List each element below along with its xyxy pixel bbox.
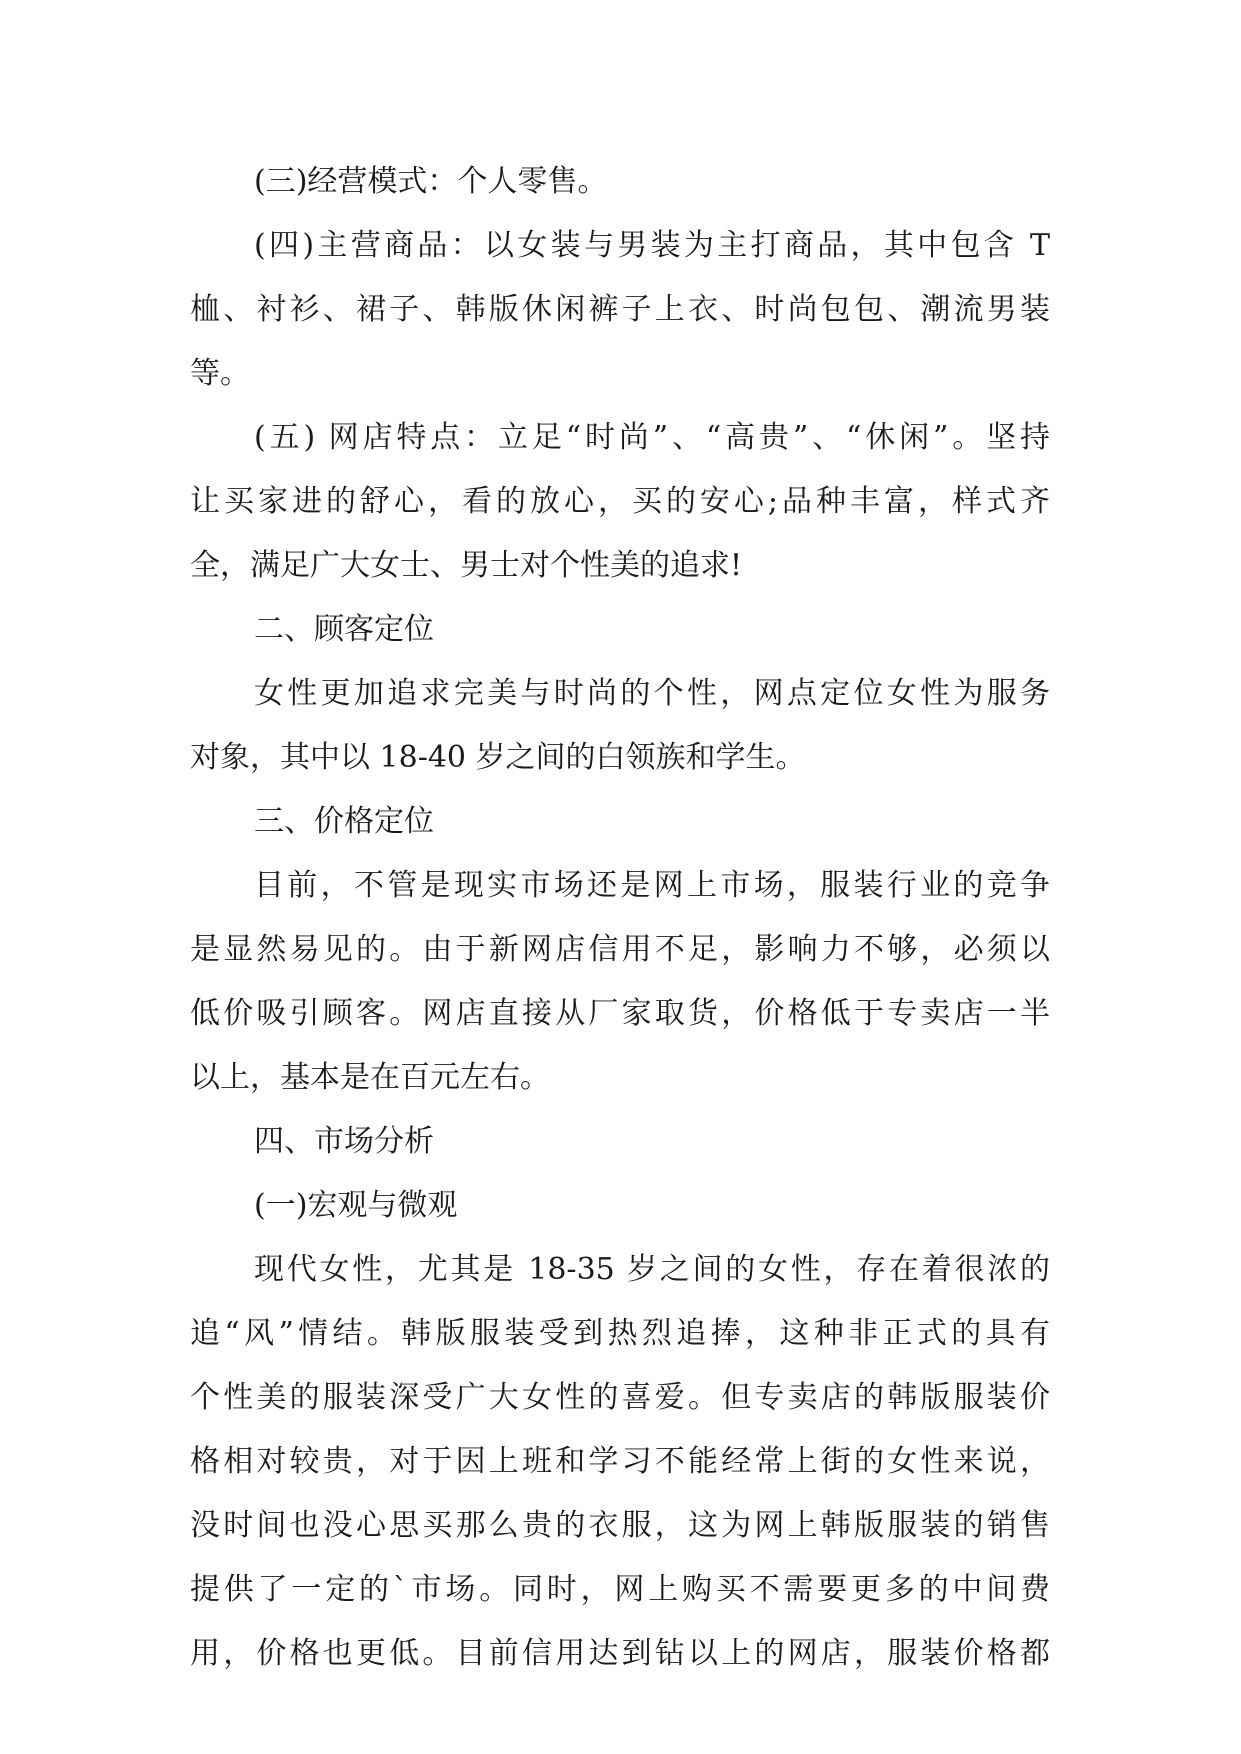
paragraph-line: 没时间也没心思买那么贵的衣服，这为网上韩版服装的销售	[190, 1508, 1050, 1543]
paragraph-first-line: (一)宏观与微观	[254, 1188, 458, 1223]
paragraph-first-line: 现代女性，尤其是 18-35 岁之间的女性，存在着很浓的	[254, 1252, 1050, 1287]
paragraph-line: 以上，基本是在百元左右。	[190, 1060, 550, 1095]
paragraph-first-line: (三)经营模式：个人零售。	[254, 164, 608, 199]
paragraph-line: 追“风”情结。韩版服装受到热烈追捧，这种非正式的具有	[190, 1316, 1050, 1351]
paragraph-line: 格相对较贵，对于因上班和学习不能经常上街的女性来说，	[190, 1444, 1050, 1479]
paragraph-line: 等。	[190, 356, 250, 391]
document-page	[190, 150, 1050, 1686]
paragraph-first-line: 二、顾客定位	[254, 612, 434, 647]
paragraph-line: 全，满足广大女士、男士对个性美的追求!	[190, 548, 743, 583]
paragraph-first-line: 四、市场分析	[254, 1124, 434, 1159]
paragraph-line: 低价吸引顾客。网店直接从厂家取货，价格低于专卖店一半	[190, 996, 1050, 1031]
paragraph-first-line: 女性更加追求完美与时尚的个性，网点定位女性为服务	[254, 676, 1050, 711]
paragraph-first-line: (五) 网店特点：立足“时尚”、“高贵”、“休闲”。坚持	[254, 420, 1050, 455]
paragraph-first-line: 目前，不管是现实市场还是网上市场，服装行业的竞争	[254, 868, 1050, 903]
paragraph-line: 让买家进的舒心，看的放心，买的安心;品种丰富，样式齐	[190, 484, 1050, 519]
paragraph-line: 个性美的服装深受广大女性的喜爱。但专卖店的韩版服装价	[190, 1380, 1050, 1415]
paragraph-line: 用，价格也更低。目前信用达到钻以上的网店，服装价格都	[190, 1636, 1050, 1671]
paragraph-line: 是显然易见的。由于新网店信用不足，影响力不够，必须以	[190, 932, 1050, 967]
paragraph-line: 桖、衬衫、裙子、韩版休闲裤子上衣、时尚包包、潮流男装	[190, 292, 1050, 327]
paragraph-first-line: (四)主营商品：以女装与男装为主打商品，其中包含 T	[254, 228, 1050, 263]
paragraph-line: 对象，其中以 18-40 岁之间的白领族和学生。	[190, 740, 806, 775]
paragraph-line: 提供了一定的`市场。同时，网上购买不需要更多的中间费	[190, 1572, 1050, 1607]
paragraph-first-line: 三、价格定位	[254, 804, 434, 839]
